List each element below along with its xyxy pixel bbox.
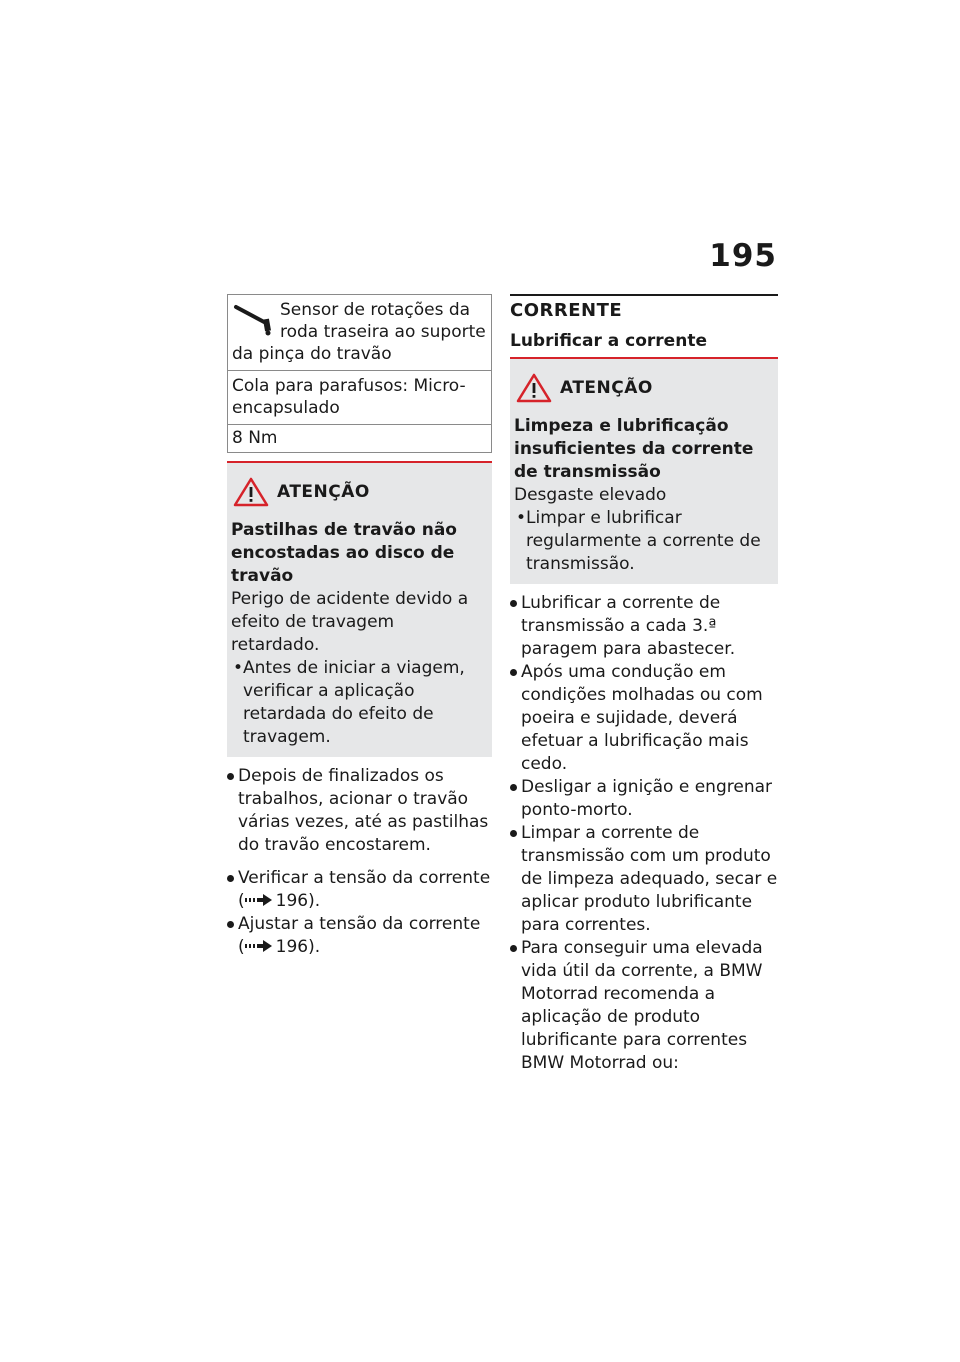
warning-title: ATENÇÃO <box>560 378 653 398</box>
list-item: Após uma condução em condições molhadas ou com poeira e sujidade, deverá efetuar a lubrificação mais cedo. <box>510 661 778 776</box>
list-item: Ajustar a tensão da corrente ( 196). <box>227 913 492 959</box>
list-item: Lubrificar a corrente de transmissão a cada 3.ª paragem para abastecer. <box>510 592 778 661</box>
page-reference[interactable]: ( 196). <box>238 937 321 957</box>
section-title: CORRENTE <box>510 300 623 321</box>
warning-box-chain <box>510 357 778 584</box>
warning-triangle-icon <box>233 477 269 507</box>
warning-header <box>231 477 486 507</box>
list-item: Verificar a tensão da corrente ( 196). <box>227 867 492 913</box>
torque-table-label: Sensor de rotações da roda traseira ao suporte da pinça do travão <box>232 300 486 364</box>
left-column <box>227 294 492 959</box>
torque-table-adhesive: Cola para parafusos: Micro-encapsulado <box>232 376 466 418</box>
torque-wrench-icon <box>232 299 276 339</box>
left-steps <box>227 765 492 857</box>
warning-consequence: Perigo de acidente devido a efeito de travagem retardado. <box>231 589 469 655</box>
warning-box-brake-pads <box>227 461 492 757</box>
warning-cause: Pastilhas de travão não encostadas ao disco de travão <box>231 520 457 586</box>
right-column <box>510 294 778 1075</box>
warning-instruction-text: Limpar e lubrificar regularmente a corrente de transmissão. <box>526 508 761 574</box>
warning-instruction: •Antes de iniciar a viagem, verificar a aplicação retardada do efeito de travagem. <box>233 658 465 747</box>
torque-table <box>227 294 492 453</box>
page-reference[interactable]: ( 196). <box>238 891 321 911</box>
page-number: 195 <box>709 238 777 274</box>
warning-instruction: •Limpar e lubrificar regularmente a corrente de transmissão. <box>516 508 761 574</box>
warning-cause: Limpeza e lubrificação insuficientes da corrente de transmissão <box>514 416 754 482</box>
right-steps <box>510 592 778 1075</box>
subsection-title: Lubrificar a corrente <box>510 331 707 351</box>
torque-table-adhesive-row <box>228 371 491 425</box>
section-rule <box>510 294 778 296</box>
torque-table-value: 8 Nm <box>232 428 278 448</box>
page-reference-arrow-icon <box>245 940 273 952</box>
torque-table-value-row <box>228 425 491 453</box>
warning-title: ATENÇÃO <box>277 482 370 502</box>
left-reference-steps <box>227 867 492 959</box>
list-item: Limpar a corrente de transmissão com um produto de limpeza adequado, secar e aplicar produto lubrificante para correntes. <box>510 822 778 937</box>
list-item: Para conseguir uma elevada vida útil da corrente, a BMW Motorrad recomenda a aplicação de produto lubrificante para correntes BMW Motorrad ou: <box>510 937 778 1075</box>
warning-header <box>514 373 772 403</box>
torque-table-label-row <box>228 295 491 371</box>
warning-triangle-icon <box>516 373 552 403</box>
list-item: Depois de finalizados os trabalhos, acionar o travão várias vezes, até as pastilhas do travão encostarem. <box>227 765 492 857</box>
warning-instruction-text: Antes de iniciar a viagem, verificar a aplicação retardada do efeito de travagem. <box>243 658 465 747</box>
page-reference-arrow-icon <box>245 894 273 906</box>
list-item: Desligar a ignição e engrenar ponto-morto. <box>510 776 778 822</box>
warning-consequence: Desgaste elevado <box>514 485 667 505</box>
